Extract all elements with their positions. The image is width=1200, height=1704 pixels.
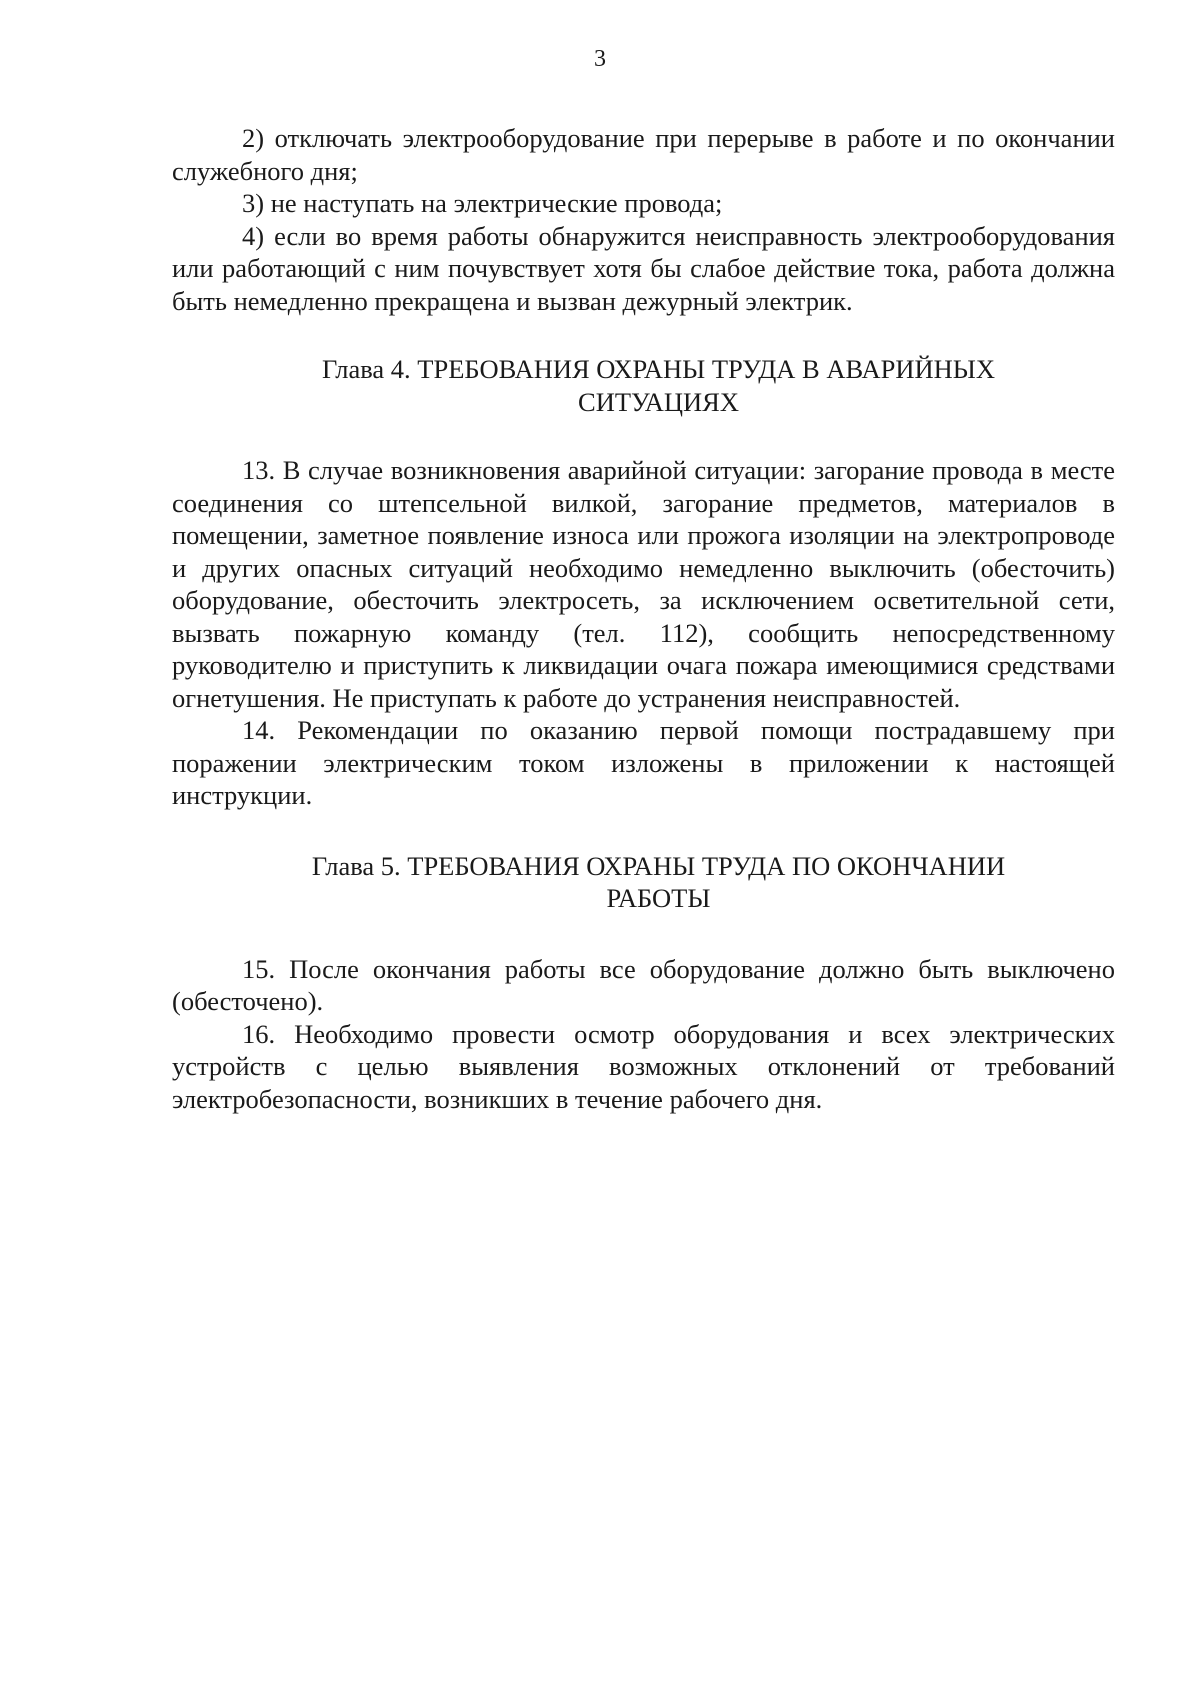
chapter-5-heading — [172, 850, 1115, 915]
document-body — [172, 122, 1115, 1115]
clause-14: 14. Рекомендации по оказанию первой помощи пострадавшему при поражении электрическим током изложены в приложении к настоящей инструкции. — [172, 715, 1115, 810]
chapter-4-heading — [172, 353, 1115, 418]
list-item-3: 3) не наступать на электрические провода; — [242, 188, 723, 218]
list-item-2: 2) отключать электрооборудование при перерыве в работе и по окончании служебного дня; — [172, 123, 1115, 186]
chapter-4-title-line1: Глава 4. ТРЕБОВАНИЯ ОХРАНЫ ТРУДА В АВАРИЙНЫХ — [321, 354, 996, 384]
clause-13: 13. В случае возникновения аварийной ситуации: загорание провода в месте соединения со штепсельной вилкой, загорание предметов, материалов в помещении, заметное появление износа или прожога изоляции на электропроводе и других опасных ситуаций необходимо немедленно выключить (обесточить) оборудование, обесточить электросеть, за исключением осветительной сети, вызвать пожарную команду (тел. 112), сообщить непосредственному руководителю и приступить к ликвидации очага пожара имеющимися средствами огнетушения. Не приступать к работе до устранения неисправностей. — [172, 455, 1115, 713]
chapter-4-title-line2: СИТУАЦИЯХ — [578, 386, 739, 417]
chapter-5-title-line2: РАБОТЫ — [606, 883, 711, 913]
chapter-5-title-line1: Глава 5. ТРЕБОВАНИЯ ОХРАНЫ ТРУДА ПО ОКОНЧАНИИ — [311, 850, 1006, 881]
page-number: 3 — [594, 46, 606, 72]
clause-15: 15. После окончания работы все оборудование должно быть выключено (обесточено). — [172, 953, 1115, 1016]
list-item-4: 4) если во время работы обнаружится неисправность электрооборудования или работающий с ним почувствует хотя бы слабое действие тока, работа должна быть немедленно прекращена и вызван дежурный электрик. — [172, 220, 1115, 316]
clause-16: 16. Необходимо провести осмотр оборудования и всех электрических устройств с целью выявления возможных отклонений от требований электробезопасности, возникших в течение рабочего дня. — [172, 1018, 1115, 1114]
